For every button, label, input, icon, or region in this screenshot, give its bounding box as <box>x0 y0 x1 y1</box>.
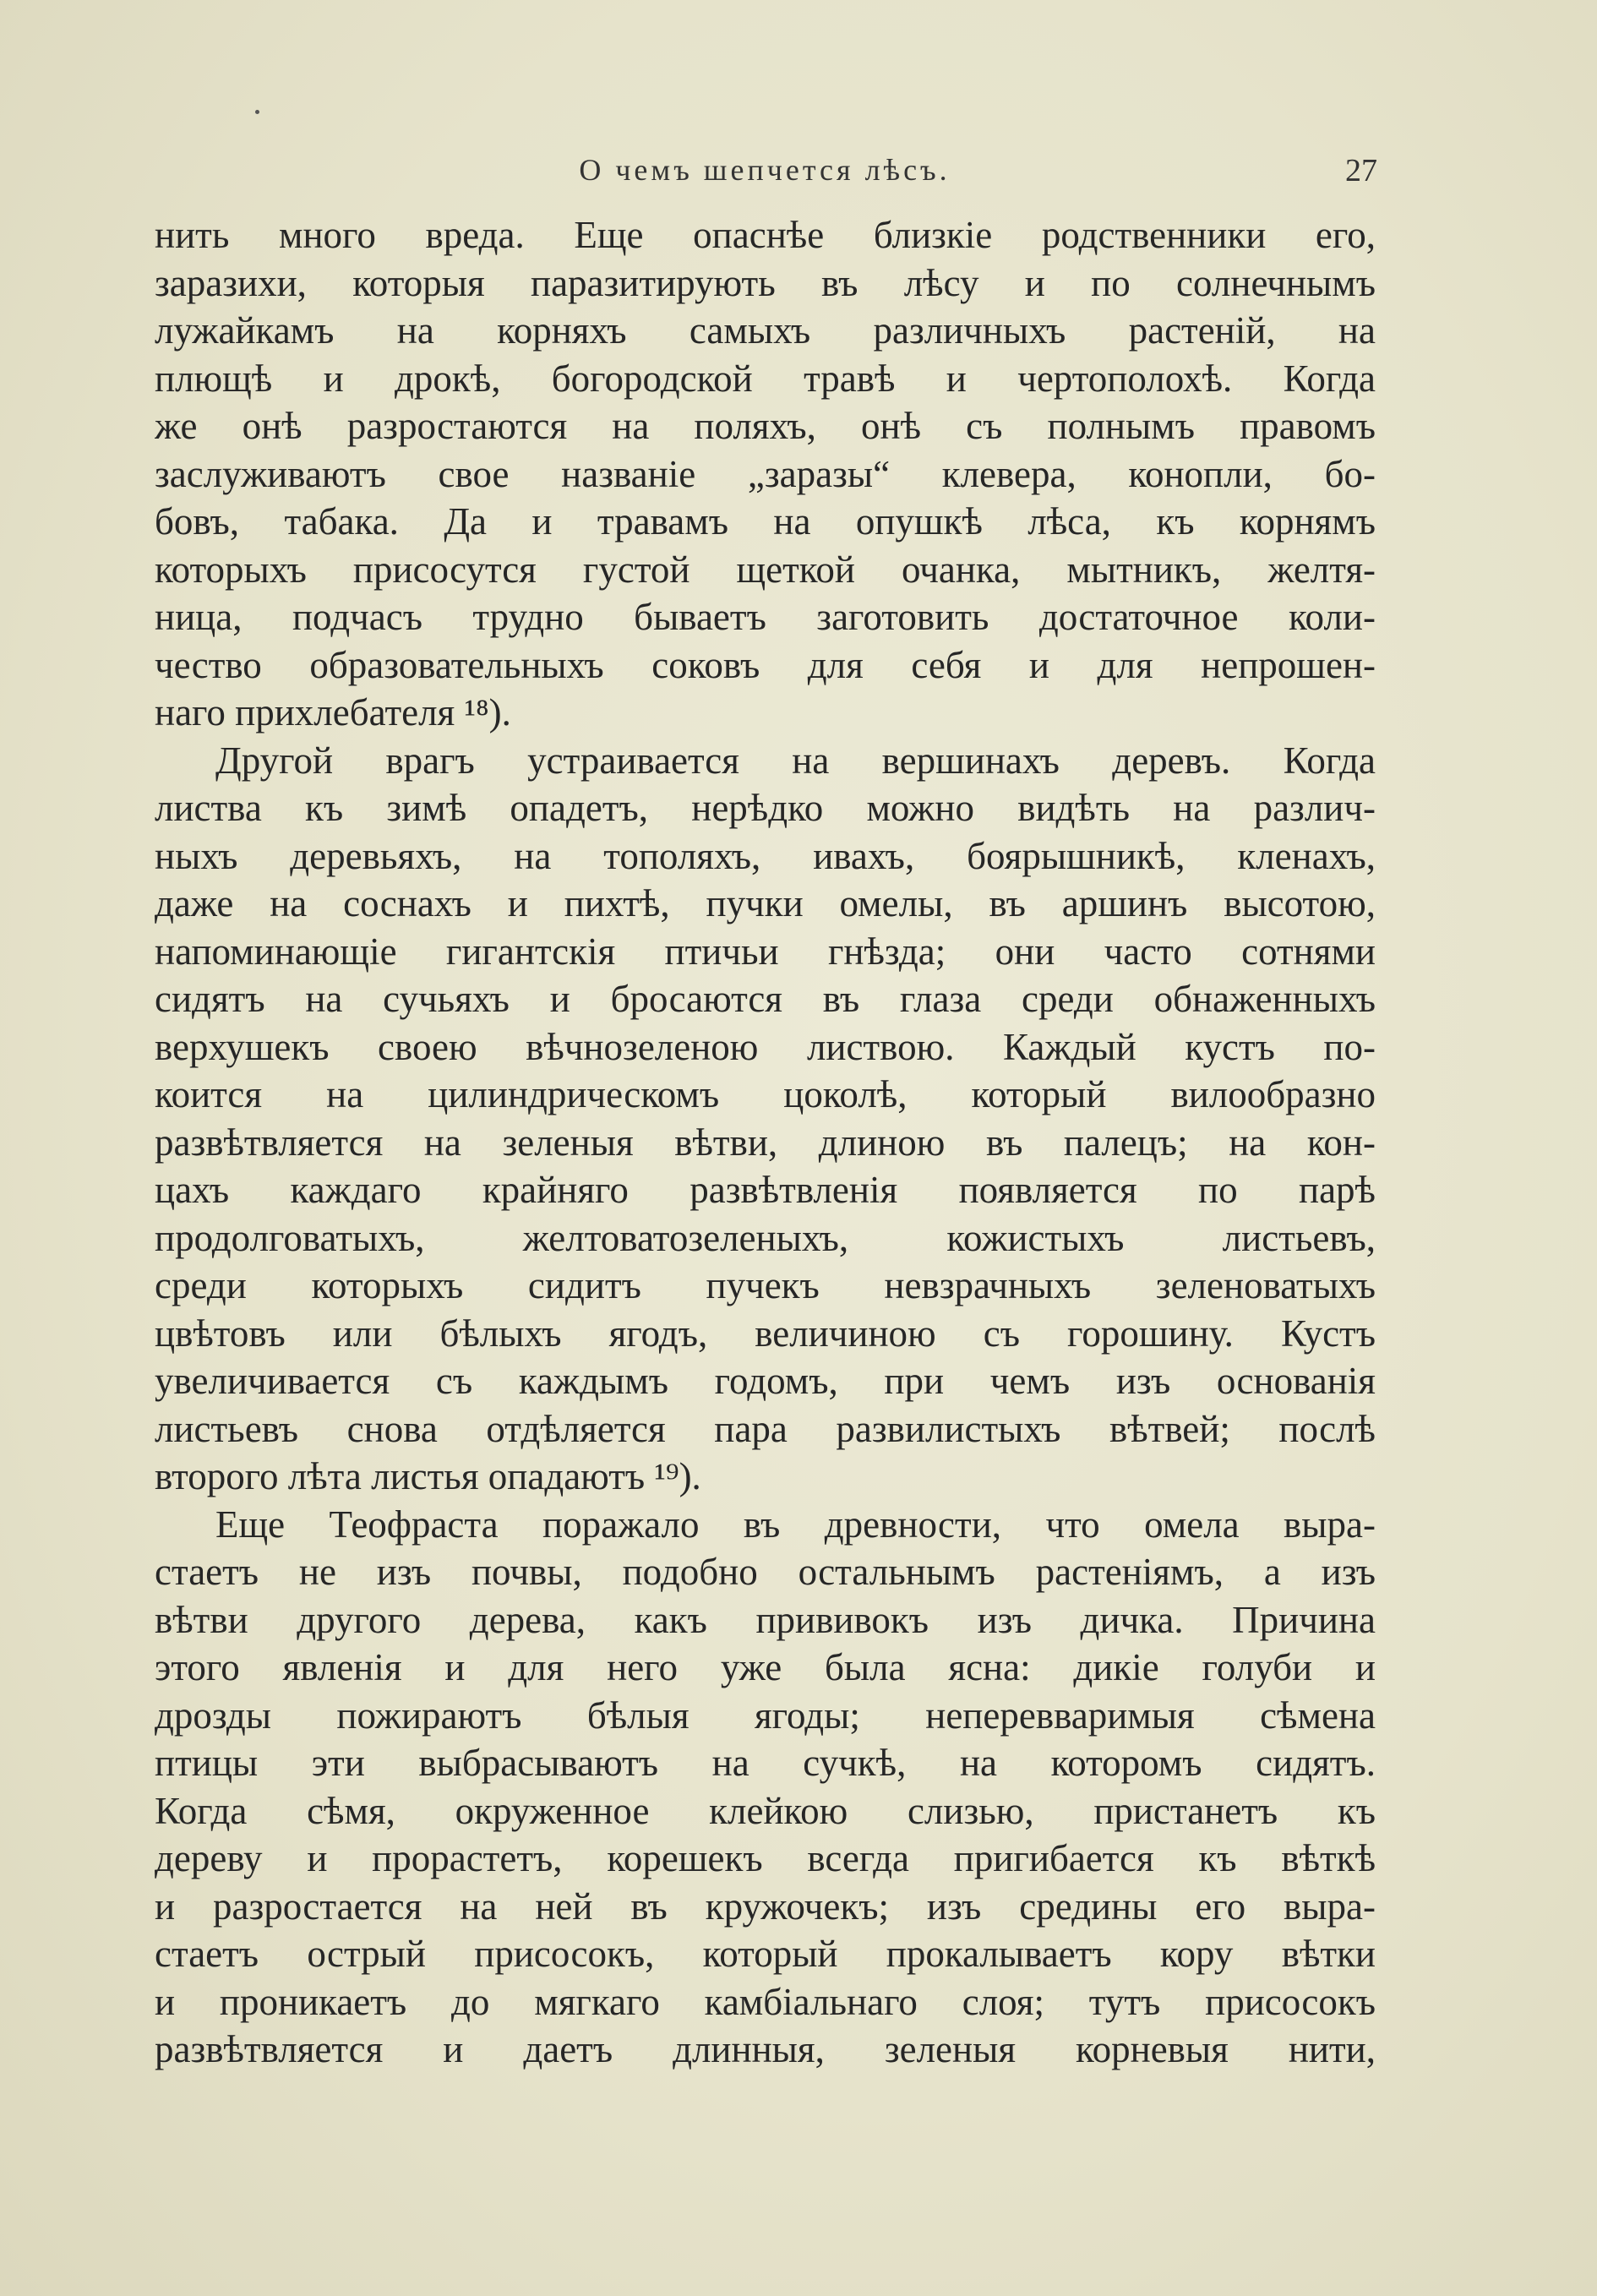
text-line: лужайкамъ на корняхъ самыхъ различныхъ растеній, на <box>155 309 1376 352</box>
text-line: стаетъ острый присосокъ, который прокалываетъ кору вѣтки <box>155 1933 1376 1975</box>
paragraph <box>155 737 1376 1501</box>
text-line: Другой врагъ устраивается на вершинахъ деревъ. Когда <box>215 739 1376 782</box>
text-line: нить много вреда. Еще опаснѣе близкіе родственники его, <box>155 214 1376 256</box>
text-line: цвѣтовъ или бѣлыхъ ягодъ, величиною съ горошину. Кустъ <box>155 1312 1376 1355</box>
text-line: и проникаетъ до мягкаго камбіальнаго слоя; тутъ присосокъ <box>155 1980 1376 2023</box>
paragraph <box>155 1501 1376 2074</box>
text-line: наго прихлебателя ¹⁸). <box>155 691 511 734</box>
text-line: стаетъ не изъ почвы, подобно остальнымъ растеніямъ, а изъ <box>155 1551 1376 1593</box>
text-line: плющѣ и дрокѣ, богородской травѣ и чертополохѣ. Когда <box>155 357 1376 400</box>
text-line: развѣтвляется на зеленыя вѣтви, длиною въ палецъ; на кон- <box>155 1121 1376 1164</box>
text-line: сидятъ на сучьяхъ и бросаются въ глаза среди обнаженныхъ <box>155 978 1376 1020</box>
text-line: развѣтвляется и даетъ длинныя, зеленыя корневыя нити, <box>155 2028 1376 2070</box>
text-line: же онѣ разростаются на поляхъ, онѣ съ полнымъ правомъ <box>155 405 1376 447</box>
running-head <box>152 152 1377 194</box>
body-text <box>155 211 1376 2074</box>
text-line: вѣтви другого дерева, какъ прививокъ изъ дичка. Причина <box>155 1598 1376 1641</box>
text-line: листва къ зимѣ опадетъ, нерѣдко можно видѣть на различ- <box>155 787 1376 829</box>
text-line: этого явленія и для него уже была ясна: дикіе голуби и <box>155 1646 1376 1688</box>
text-line: чество образовательныхъ соковъ для себя и для непрошен- <box>155 643 1376 686</box>
page-number: 27 <box>1345 153 1377 188</box>
text-line: Еще Теофраста поражало въ древности, что омела выра- <box>215 1502 1376 1546</box>
text-line: напоминающіе гигантскія птичьи гнѣзда; они часто сотнями <box>155 930 1376 973</box>
text-line: цахъ каждаго крайняго развѣтвленія появляется по парѣ <box>155 1169 1376 1211</box>
text-line: дрозды пожираютъ бѣлыя ягоды; неперевваримыя сѣмена <box>155 1693 1376 1737</box>
text-line: Когда сѣмя, окруженное клейкою слизью, пристанетъ къ <box>155 1789 1376 1832</box>
text-line: заразихи, которыя паразитирують въ лѣсу и по солнечнымъ <box>155 261 1376 304</box>
text-line: продолговатыхъ, желтоватозеленыхъ, кожистыхъ листьевъ, <box>155 1216 1376 1259</box>
text-line: листьевъ снова отдѣляется пара развилистыхъ вѣтвей; послѣ <box>155 1407 1376 1450</box>
text-line: и разростается на ней въ кружочекъ; изъ средины его выра- <box>155 1884 1376 1928</box>
text-line: среди которыхъ сидитъ пучекъ невзрачныхъ зеленоватыхъ <box>155 1264 1376 1306</box>
text-line: заслуживаютъ свое названіе „заразы“ клевера, конопли, бо- <box>155 452 1376 495</box>
ink-speck <box>255 110 259 114</box>
text-line: второго лѣта листья опадаютъ ¹⁹). <box>155 1455 701 1497</box>
text-line: бовъ, табака. Да и травамъ на опушкѣ лѣса, къ корнямъ <box>155 500 1376 543</box>
paragraph <box>155 211 1376 737</box>
text-line: которыхъ присосутся густой щеткой очанка, мытникъ, желтя- <box>155 548 1376 591</box>
text-line: даже на соснахъ и пихтѣ, пучки омелы, въ аршинъ высотою, <box>155 882 1376 924</box>
text-line: верхушекъ своею вѣчнозеленою листвою. Каждый кустъ по- <box>155 1025 1376 1068</box>
text-line: птицы эти выбрасываютъ на сучкѣ, на которомъ сидятъ. <box>155 1742 1376 1784</box>
text-line: дереву и прорастетъ, корешекъ всегда пригибается къ вѣткѣ <box>155 1837 1376 1879</box>
text-line: увеличивается съ каждымъ годомъ, при чемъ изъ основанія <box>155 1360 1376 1402</box>
text-line: ныхъ деревьяхъ, на тополяхъ, ивахъ, боярышникѣ, кленахъ, <box>155 834 1376 877</box>
running-title: О чемъ шепчется лѣсъ. <box>579 153 951 187</box>
text-line: ница, подчасъ трудно бываетъ заготовить достаточное коли- <box>155 596 1376 638</box>
text-line: коится на цилиндрическомъ цоколѣ, который вилообразно <box>155 1073 1376 1115</box>
